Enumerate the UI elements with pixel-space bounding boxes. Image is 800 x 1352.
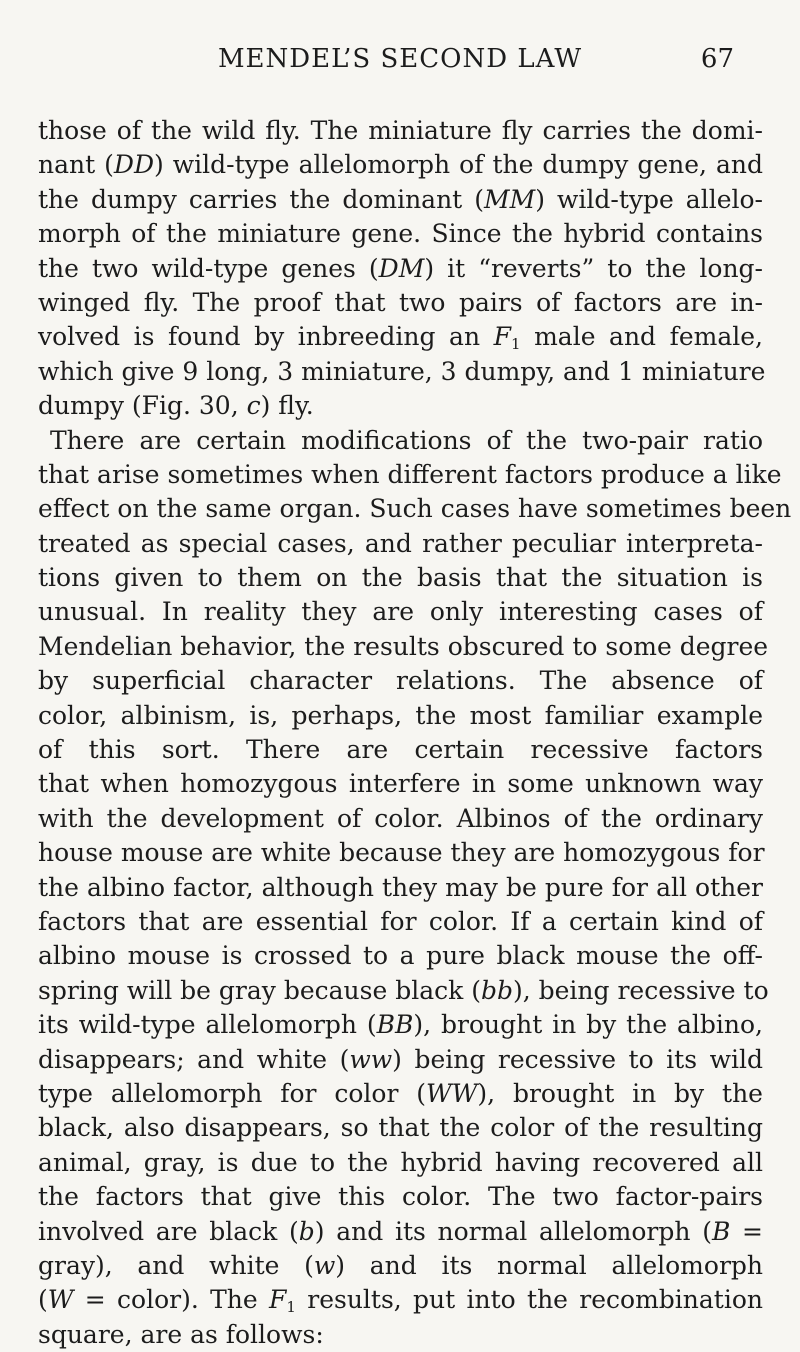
text-line (38, 767, 763, 801)
text-line (38, 595, 763, 629)
text-line (38, 699, 763, 733)
text-line (38, 871, 763, 905)
text-run: volved is found by inbreeding an (38, 322, 494, 352)
text-run: ) wild-type allelo- (535, 184, 763, 214)
text-run: ) and its normal allelomorph ( (314, 1216, 712, 1246)
text-line (38, 664, 763, 698)
text-line (38, 836, 763, 870)
text-line (38, 148, 763, 182)
italic-symbol: MM (484, 184, 536, 214)
italic-symbol: WW (426, 1078, 478, 1108)
italic-symbol: ww (349, 1044, 393, 1074)
text-line (38, 492, 792, 526)
italic-symbol: BB (376, 1010, 414, 1040)
italic-symbol: w (313, 1250, 336, 1280)
text-run: gray), and white ( (38, 1250, 314, 1280)
text-line (38, 1180, 763, 1214)
italic-symbol: bb (480, 975, 513, 1005)
text-run: = (730, 1216, 763, 1246)
text-line (38, 939, 763, 973)
text-run: There are certain modifications of the two-pair ratio (50, 425, 763, 455)
text-line (38, 1077, 763, 1111)
text-run: black, also disappears, so that the color of the resulting (38, 1113, 763, 1143)
text-run: factors that are essential for color. If a certain kind of (38, 906, 763, 936)
text-line (38, 320, 763, 354)
text-run: ), brought in by the (477, 1078, 763, 1108)
text-run: color, albinism, is, perhaps, the most familiar example (38, 700, 763, 730)
text-run: of this sort. There are certain recessive factors (38, 735, 763, 765)
page-header (0, 44, 800, 84)
text-run: square, are as follows: (38, 1319, 324, 1349)
text-run: with the development of color. Albinos of the ordinary (38, 803, 763, 833)
text-run: the factors that give this color. The two factor-pairs (38, 1182, 763, 1212)
text-run: male and female, (520, 322, 763, 352)
italic-symbol: F (269, 1285, 287, 1315)
text-run: the dumpy carries the dominant ( (38, 184, 484, 214)
text-line (38, 458, 782, 492)
subscript: 1 (510, 335, 521, 354)
text-run: disappears; and white ( (38, 1044, 350, 1074)
text-run: involved are black ( (38, 1216, 299, 1246)
text-run: = color). The (73, 1285, 270, 1315)
text-run: Mendelian behavior, the results obscured to some degree (38, 631, 769, 661)
text-line (38, 1043, 763, 1077)
text-run: the albino factor, although they may be pure for all other (38, 872, 763, 902)
subscript: 1 (286, 1298, 296, 1317)
text-line (38, 1318, 763, 1352)
italic-symbol: DD (113, 150, 155, 180)
text-run: tions given to them on the basis that the situation is (38, 563, 763, 593)
text-line (38, 1283, 763, 1317)
text-line (38, 1249, 763, 1283)
text-line (38, 1215, 763, 1249)
text-run: winged fly. The proof that two pairs of factors are in- (38, 287, 763, 317)
text-line (38, 1008, 763, 1042)
text-line (38, 527, 763, 561)
text-line (38, 1111, 763, 1145)
text-run: ) it “reverts” to the long- (424, 253, 763, 283)
italic-symbol: F (493, 322, 511, 352)
text-run: results, put into the recombination (295, 1285, 763, 1315)
text-line (38, 389, 763, 423)
text-run: unusual. In reality they are only interesting cases of (38, 597, 763, 627)
text-line (38, 217, 763, 251)
text-run: its wild-type allelomorph ( (38, 1010, 377, 1040)
text-run: ), being recessive to (512, 975, 769, 1005)
italic-symbol: W (47, 1285, 74, 1315)
text-line (38, 905, 763, 939)
text-line (38, 630, 769, 664)
text-run: ) wild-type allelomorph of the dumpy gene, and (154, 150, 764, 180)
text-line (38, 1146, 763, 1180)
running-head: MENDEL’S SECOND LAW (217, 44, 583, 74)
body-text (38, 114, 792, 1352)
text-run: those of the wild fly. The miniature fly carries the domi- (38, 116, 763, 145)
text-run: ( (38, 1285, 48, 1315)
text-run: by superficial character relations. The absence of (38, 666, 763, 696)
text-run: effect on the same organ. Such cases have sometimes been (38, 494, 792, 524)
text-line (38, 286, 763, 320)
text-line (38, 733, 763, 767)
italic-symbol: b (298, 1216, 315, 1246)
text-run: ) being recessive to its wild (392, 1044, 763, 1074)
text-run: treated as special cases, and rather peculiar interpreta- (38, 528, 763, 558)
text-line (38, 424, 763, 458)
text-run: ), brought in by the albino, (413, 1010, 764, 1040)
text-run: albino mouse is crossed to a pure black mouse the off- (38, 941, 763, 971)
text-run: dumpy (Fig. 30, (38, 391, 247, 421)
text-run: morph of the miniature gene. Since the hybrid contains (38, 219, 763, 249)
text-run: ) and its normal allelomorph (335, 1250, 763, 1280)
text-run: type allelomorph for color ( (38, 1078, 427, 1108)
text-run: animal, gray, is due to the hybrid having recovered all (38, 1147, 763, 1177)
text-line (38, 974, 769, 1008)
text-run: the two wild-type genes ( (38, 253, 379, 283)
text-run: which give 9 long, 3 miniature, 3 dumpy, and 1 miniature (38, 356, 766, 386)
text-run: nant ( (38, 150, 114, 180)
page-number: 67 (700, 44, 734, 74)
text-line (38, 114, 763, 148)
text-line (38, 252, 763, 286)
text-run: house mouse are white because they are homozygous for (38, 838, 765, 868)
text-run: that arise sometimes when different factors produce a like (38, 459, 782, 489)
text-line (38, 183, 763, 217)
text-run: ) fly. (260, 391, 314, 421)
text-line (38, 355, 766, 389)
text-line (38, 802, 763, 836)
text-line (38, 561, 763, 595)
italic-symbol: DM (378, 253, 425, 283)
text-run: spring will be gray because black ( (38, 975, 481, 1005)
italic-symbol: c (246, 391, 261, 421)
italic-symbol: B (711, 1216, 731, 1246)
text-run: that when homozygous interfere in some unknown way (38, 769, 763, 799)
